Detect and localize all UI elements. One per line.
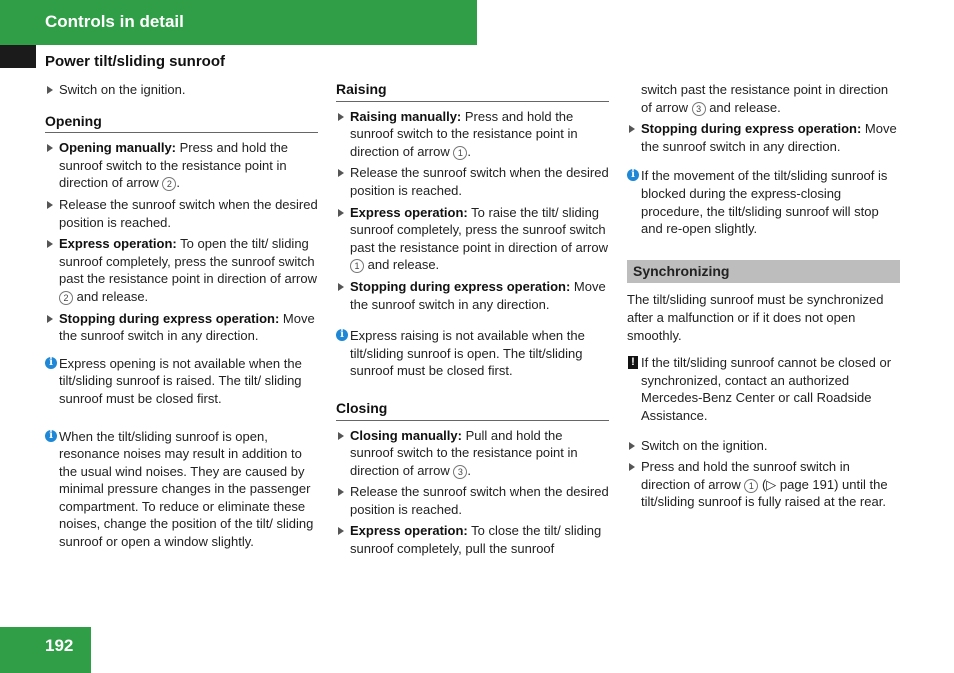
column-3: [627, 81, 900, 515]
arrow-bullet-icon: [338, 432, 344, 440]
list-item: Release the sunroof switch when the desired position is reached.: [45, 196, 318, 231]
info-note: i Express raising is not available when the tilt/sliding sunroof is open. The tilt/sliding sunroof must be closed first.: [336, 327, 609, 380]
info-icon: i: [45, 357, 57, 369]
arrow-number-icon: 1: [744, 479, 758, 493]
arrow-bullet-icon: [338, 169, 344, 177]
list-item: Stopping during express operation: Move the sunroof switch in any direction.: [627, 120, 900, 155]
arrow-bullet-icon: [47, 144, 53, 152]
arrow-bullet-icon: [338, 488, 344, 496]
opening-heading: Opening: [45, 113, 318, 134]
arrow-bullet-icon: [338, 113, 344, 121]
arrow-bullet-icon: [629, 442, 635, 450]
list-item: Express operation: To close the tilt/ sliding sunroof completely, pull the sunroof: [336, 522, 609, 557]
page-number: 192: [0, 627, 91, 673]
arrow-bullet-icon: [47, 201, 53, 209]
info-note: i Express opening is not available when the tilt/sliding sunroof is raised. The tilt/ sliding sunroof must be closed first.: [45, 355, 318, 408]
arrow-number-icon: 3: [692, 102, 706, 116]
section-marker: [0, 45, 36, 68]
arrow-number-icon: 3: [453, 465, 467, 479]
arrow-bullet-icon: [338, 209, 344, 217]
synchronizing-text: The tilt/sliding sunroof must be synchronized after a malfunction or if it does not open smoothly.: [627, 292, 884, 343]
arrow-number-icon: 1: [350, 259, 364, 273]
info-note: i When the tilt/sliding sunroof is open, resonance noises may result in addition to the usual wind noises. They are caused by minimal pressure changes in the passenger compartment. To reduce or eliminate these noises, change the position of the tilt/ sliding sunroof or open a window slightly.: [45, 428, 318, 551]
arrow-bullet-icon: [338, 527, 344, 535]
arrow-bullet-icon: [629, 125, 635, 133]
arrow-number-icon: 1: [453, 146, 467, 160]
info-icon: i: [336, 329, 348, 341]
list-item: Closing manually: Pull and hold the sunroof switch to the resistance point in direction of arrow 3 .: [336, 427, 609, 480]
raising-heading: Raising: [336, 81, 609, 102]
arrow-number-icon: 2: [59, 291, 73, 305]
list-item: Press and hold the sunroof switch in direction of arrow 1 (▷ page 191) until the tilt/sliding sunroof is fully raised at the rear.: [627, 458, 900, 511]
list-item: Switch on the ignition.: [627, 437, 900, 455]
arrow-bullet-icon: [629, 463, 635, 471]
info-icon: i: [627, 169, 639, 181]
list-item: Release the sunroof switch when the desired position is reached.: [336, 483, 609, 518]
arrow-bullet-icon: [338, 283, 344, 291]
list-item: Stopping during express operation: Move the sunroof switch in any direction.: [336, 278, 609, 313]
info-note: i If the movement of the tilt/sliding sunroof is blocked during the express-closing procedure, the tilt/sliding sunroof will stop and re-open slightly.: [627, 167, 900, 237]
list-item: Switch on the ignition.: [45, 81, 318, 99]
list-item: Raising manually: Press and hold the sunroof switch to the resistance point in direction of arrow 1 .: [336, 108, 609, 161]
list-item-continuation: switch past the resistance point in direction of arrow 3 and release.: [641, 82, 889, 115]
list-item: Express operation: To open the tilt/ sliding sunroof completely, press the sunroof switch past the resistance point in direction of arrow 2 and release.: [45, 235, 318, 305]
list-item: Stopping during express operation: Move the sunroof switch in any direction.: [45, 310, 318, 345]
chapter-title: Controls in detail: [45, 12, 184, 31]
arrow-bullet-icon: [47, 240, 53, 248]
arrow-number-icon: 2: [162, 177, 176, 191]
column-2: [336, 81, 609, 562]
section-title: Power tilt/sliding sunroof: [45, 53, 225, 70]
warning-icon: !: [628, 356, 638, 369]
list-item: Release the sunroof switch when the desired position is reached.: [336, 164, 609, 199]
info-icon: i: [45, 430, 57, 442]
synchronizing-heading: Synchronizing: [627, 260, 900, 284]
closing-heading: Closing: [336, 400, 609, 421]
warning-note: ! If the tilt/sliding sunroof cannot be closed or synchronized, contact an authorized Mercedes-Benz Center or call Roadside Assistance.: [627, 354, 900, 424]
list-item: Opening manually: Press and hold the sunroof switch to the resistance point in direction of arrow 2 .: [45, 139, 318, 192]
page-reference[interactable]: (▷ page 191): [758, 476, 839, 492]
list-item: Express operation: To raise the tilt/ sliding sunroof completely, press the sunroof switch past the resistance point in direction of arrow 1 and release.: [336, 204, 609, 274]
chapter-header: [0, 0, 477, 45]
column-1: [45, 81, 318, 563]
arrow-bullet-icon: [47, 315, 53, 323]
arrow-bullet-icon: [47, 86, 53, 94]
